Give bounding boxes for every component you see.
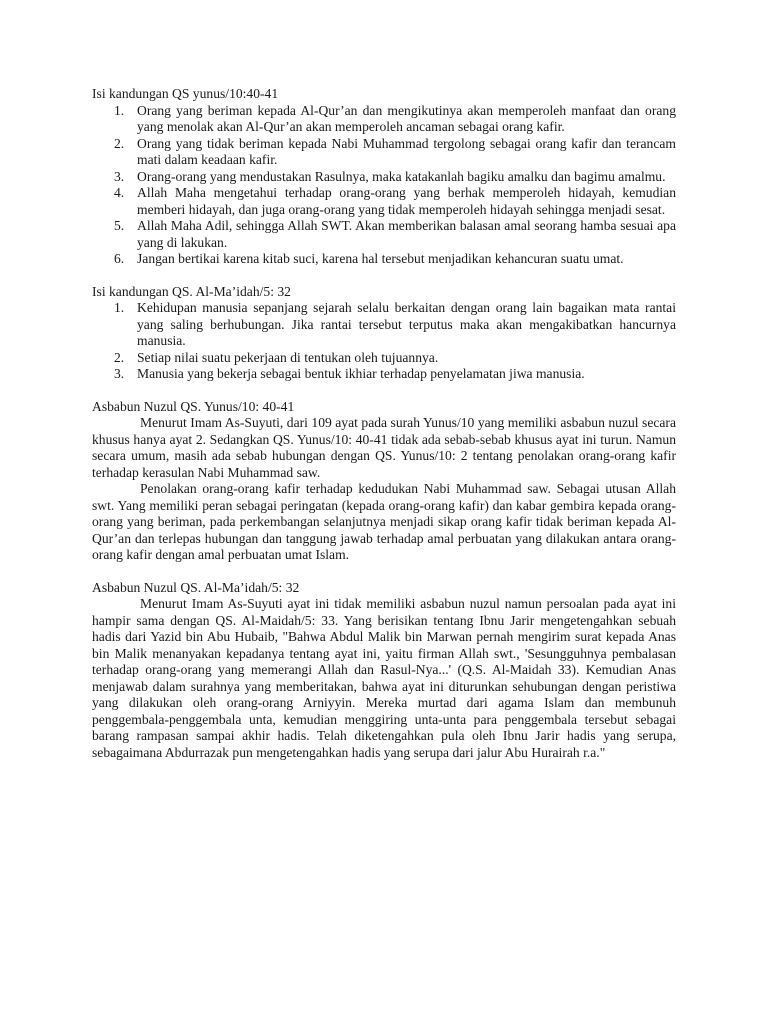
section-heading: Asbabun Nuzul QS. Yunus/10: 40-41 xyxy=(92,398,295,414)
list-item xyxy=(92,185,676,218)
list-item-text: Setiap nilai suatu pekerjaan di tentukan oleh tujuannya. xyxy=(137,349,439,365)
list-item-text: Orang yang tidak beriman kepada Nabi Muhammad tergolong sebagai orang kafir dan terancam mati dalam keadaan kafir. xyxy=(137,135,676,167)
list-item xyxy=(92,218,676,251)
section-asbabun-nuzul-yunus xyxy=(92,399,676,564)
list-number: 6. xyxy=(114,251,125,266)
section-heading: Isi kandungan QS. Al-Ma’idah/5: 32 xyxy=(92,283,291,299)
list-item xyxy=(92,103,676,136)
numbered-list xyxy=(92,300,676,383)
paragraph: Menurut Imam As-Suyuti, dari 109 ayat pada surah Yunus/10 yang memiliki asbabun nuzul secara khusus hanya ayat 2. Sedangkan QS. Yunus/10: 40-41 tidak ada sebab-sebab khusus ayat ini turun. Namun secara umum, masih ada sebab hubungan dengan QS. Yunus/10: 2 tentang penolakan orang-orang kafir terhadap kerasulan Nabi Muhammad saw. xyxy=(92,415,676,480)
list-item-text: Allah Maha mengetahui terhadap orang-orang yang berhak memperoleh hidayah, kemudian memberi hidayah, dan juga orang-orang yang tidak memperoleh hidayah sehingga menjadi sesat. xyxy=(137,185,676,217)
list-number: 2. xyxy=(114,349,125,365)
list-number: 2. xyxy=(114,135,125,151)
list-item xyxy=(92,136,676,169)
paragraph: Penolakan orang-orang kafir terhadap kedudukan Nabi Muhammad saw. Sebagai utusan Allah swt. Yang memiliki peran sebagai peringatan (kepada orang-orang kafir) dan kabar gembira kepada orang-orang yang beriman, pada perkembangan selanjutnya menjadi sikap orang kafir tidak beriman kepada Al-Qur’an dan terlepas hubungan dan tanggung jawab terhadap amal perbuatan yang dilakukan antara orang-orang kafir dengan amal perbuatan umat Islam. xyxy=(92,481,676,562)
numbered-list xyxy=(92,103,676,268)
list-item xyxy=(92,169,676,186)
section-isi-kandungan-al-maidah xyxy=(92,284,676,383)
list-number: 1. xyxy=(114,300,125,315)
list-item xyxy=(92,300,676,350)
list-number: 5. xyxy=(114,218,125,233)
list-item-text: Orang yang beriman kepada Al-Qur’an dan mengikutinya akan memperoleh manfaat dan orang yang menolak akan Al-Qur’an akan memperoleh ancaman sebagai orang kafir. xyxy=(137,102,676,134)
list-item-text: Manusia yang bekerja sebagai bentuk ikhiar terhadap penyelamatan jiwa manusia. xyxy=(137,366,585,381)
section-heading: Asbabun Nuzul QS. Al-Ma’idah/5: 32 xyxy=(92,579,300,595)
document-page xyxy=(92,86,676,777)
section-heading: Isi kandungan QS yunus/10:40-41 xyxy=(92,86,279,101)
section-isi-kandungan-yunus xyxy=(92,86,676,268)
list-item xyxy=(92,366,676,383)
list-number: 4. xyxy=(114,185,125,200)
list-item xyxy=(92,251,676,268)
list-item-text: Orang-orang yang mendustakan Rasulnya, maka katakanlah bagiku amalku dan bagimu amalmu. xyxy=(137,168,666,184)
list-number: 1. xyxy=(114,102,125,118)
list-item-text: Allah Maha Adil, sehingga Allah SWT. Akan memberikan balasan amal seorang hamba sesuai apa yang di lakukan. xyxy=(137,218,676,250)
list-item-text: Kehidupan manusia sepanjang sejarah selalu berkaitan dengan orang lain bagaikan mata rantai yang saling berhubungan. Jika rantai tersebut terputus maka akan mengakibatkan hancurnya manusia. xyxy=(137,300,676,348)
list-item-text: Jangan bertikai karena kitab suci, karena hal tersebut menjadikan kehancuran suatu umat. xyxy=(137,251,624,266)
section-asbabun-nuzul-al-maidah xyxy=(92,580,676,762)
list-number: 3. xyxy=(114,168,125,184)
paragraph: Menurut Imam As-Suyuti ayat ini tidak memiliki asbabun nuzul namun persoalan pada ayat ini hampir sama dengan QS. Al-Maidah/5: 33. Yang berisikan tentang Ibnu Jarir mengetengahkan sebuah hadis dari Yazid bin Abu Hubaib, "Bahwa Abdul Malik bin Marwan pernah mengirim surat kepada Anas bin Malik menanyakan kepadanya tentang ayat ini, yaitu firman Allah swt., 'Sesungguhnya pembalasan terhadap orang-orang yang memerangi Allah dan Rasul-Nya...' (Q.S. Al-Maidah 33). Kemudian Anas menjawab dalam surahnya yang memberitakan, bahwa ayat ini diturunkan sehubungan dengan peristiwa yang dilakukan oleh orang-orang Arniyyin. Mereka murtad dari agama Islam dan membunuh penggembala-penggembala unta, kemudian menggiring unta-unta para penggembala tersebut sebagai barang rampasan sampai akhir hadis. Telah diketengahkan pula oleh Ibnu Jarir hadis yang serupa, sebagaimana Abdurrazak pun mengetengahkan hadis yang serupa dari jalur Abu Hurairah r.a." xyxy=(92,596,676,760)
list-number: 3. xyxy=(114,366,125,381)
list-item xyxy=(92,350,676,367)
